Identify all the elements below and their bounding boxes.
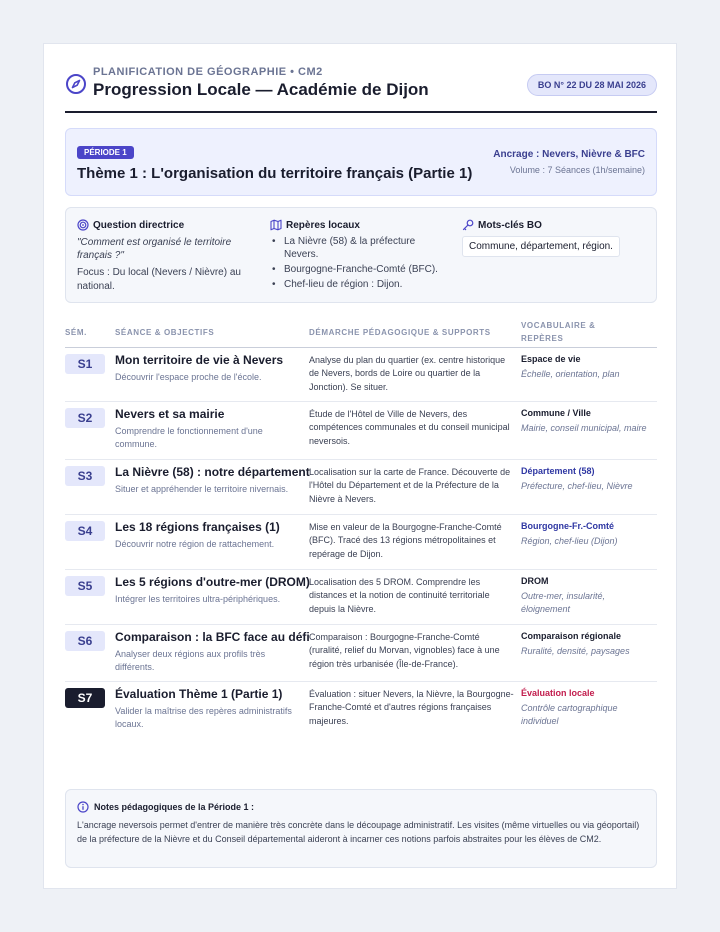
session-demarche: Évaluation : situer Nevers, la Nièvre, la Bourgogne-Franche-Comté et d'autres régions françaises majeures. bbox=[309, 689, 514, 726]
session-demarche: Localisation des 5 DROM. Comprendre les distances et la notion de continuité territoriale depuis la Nièvre. bbox=[309, 577, 490, 614]
table-row bbox=[65, 682, 657, 740]
question-heading bbox=[77, 218, 257, 232]
period-anchor: Ancrage : Nevers, Nièvre & BFC bbox=[493, 149, 645, 160]
session-badge: S6 bbox=[65, 631, 105, 651]
session-vocab-detail: Contrôle cartographique individuel bbox=[521, 703, 618, 726]
session-badge: S2 bbox=[65, 408, 105, 428]
reperes-block bbox=[270, 218, 450, 293]
info-panel bbox=[65, 207, 657, 303]
session-vocab: DROM bbox=[521, 576, 549, 586]
table-row bbox=[65, 402, 657, 460]
key-icon bbox=[462, 219, 474, 231]
session-title: Les 18 régions françaises (1) bbox=[115, 520, 280, 534]
session-objective: Situer et appréhender le territoire nivernais. bbox=[115, 484, 289, 494]
notes-panel bbox=[65, 789, 657, 868]
session-objective: Analyser deux régions aux profils très différents. bbox=[115, 649, 266, 672]
list-item: • Chef-lieu de région : Dijon. bbox=[270, 278, 450, 291]
period-title: Thème 1 : L'organisation du territoire français (Partie 1) bbox=[77, 165, 473, 182]
session-demarche: Localisation sur la carte de France. Découverte de l'Hôtel du Département et de la Préfecture de la Nièvre à Nevers. bbox=[309, 467, 511, 504]
session-vocab: Espace de vie bbox=[521, 354, 581, 364]
notes-title: Notes pédagogiques de la Période 1 : bbox=[94, 802, 255, 812]
session-title: La Nièvre (58) : notre département bbox=[115, 465, 310, 479]
session-objective: Intégrer les territoires ultra-périphériques. bbox=[115, 594, 281, 604]
keywords-block bbox=[462, 218, 652, 257]
table-row bbox=[65, 515, 657, 570]
target-icon bbox=[77, 219, 89, 231]
session-badge: S7 bbox=[65, 688, 105, 708]
session-vocab: Évaluation locale bbox=[521, 688, 595, 698]
session-demarche: Mise en valeur de la Bourgogne-Franche-Comté (BFC). Tracé des 13 régions métropolitaines et repérage de Dijon. bbox=[309, 522, 502, 559]
period-volume: Volume : 7 Séances (1h/semaine) bbox=[509, 165, 645, 175]
column-header-demarche: DÉMARCHE PÉDAGOGIQUE & SUPPORTS bbox=[309, 328, 491, 337]
session-title: Comparaison : la BFC face au défi bbox=[115, 630, 310, 644]
document-page bbox=[43, 43, 677, 889]
map-icon bbox=[270, 219, 282, 231]
column-header-vocab: VOCABULAIRE & REPÈRES bbox=[521, 321, 596, 343]
session-title: Mon territoire de vie à Nevers bbox=[115, 353, 284, 367]
keywords-value: Commune, département, région. bbox=[462, 236, 620, 257]
session-vocab-detail: Préfecture, chef-lieu, Nièvre bbox=[521, 481, 633, 491]
period-badge: PÉRIODE 1 bbox=[77, 146, 134, 159]
session-objective: Découvrir notre région de rattachement. bbox=[115, 539, 275, 549]
session-vocab-detail: Outre-mer, insularité, éloignement bbox=[521, 591, 606, 614]
reperes-list bbox=[270, 235, 450, 291]
reperes-heading bbox=[270, 218, 450, 232]
page-title: Progression Locale — Académie de Dijon bbox=[93, 80, 429, 99]
session-title: Nevers et sa mairie bbox=[115, 407, 225, 421]
list-item: • La Nièvre (58) & la préfecture Nevers. bbox=[270, 235, 450, 261]
column-header-sem: SÉM. bbox=[65, 328, 87, 337]
question-block bbox=[77, 218, 257, 294]
table-row bbox=[65, 625, 657, 682]
period-banner bbox=[65, 128, 657, 196]
session-objective: Découvrir l'espace proche de l'école. bbox=[115, 372, 262, 382]
keywords-title: Mots-clés BO bbox=[478, 219, 542, 231]
session-demarche: Comparaison : Bourgogne-Franche-Comté (ruralité, relief du Morvan, vignobles) face à une région très urbanisée (Île-de-France). bbox=[309, 632, 500, 669]
header-kicker: PLANIFICATION DE GÉOGRAPHIE • CM2 bbox=[93, 66, 323, 78]
info-icon bbox=[77, 801, 89, 813]
question-quote: "Comment est organisé le territoire français ?" bbox=[77, 237, 232, 261]
session-vocab: Département (58) bbox=[521, 466, 595, 476]
table-row bbox=[65, 348, 657, 402]
session-badge: S3 bbox=[65, 466, 105, 486]
session-badge: S5 bbox=[65, 576, 105, 596]
session-title: Évaluation Thème 1 (Partie 1) bbox=[115, 687, 283, 701]
keywords-heading bbox=[462, 218, 652, 232]
session-vocab: Bourgogne-Fr.-Comté bbox=[521, 521, 614, 531]
session-vocab-detail: Ruralité, densité, paysages bbox=[521, 646, 630, 656]
session-vocab: Comparaison régionale bbox=[521, 631, 622, 641]
session-demarche: Analyse du plan du quartier (ex. centre historique de Nevers, bords de Loire ou quartier de la Jonction). Se situer. bbox=[309, 355, 506, 392]
column-header-seance: SÉANCE & OBJECTIFS bbox=[115, 328, 215, 337]
compass-icon bbox=[65, 73, 87, 95]
document-header bbox=[65, 65, 657, 113]
list-item: • Bourgogne-Franche-Comté (BFC). bbox=[270, 263, 450, 276]
table-header bbox=[65, 318, 657, 348]
session-badge: S1 bbox=[65, 354, 105, 374]
session-objective: Comprendre le fonctionnement d'une commune. bbox=[115, 426, 263, 449]
session-vocab: Commune / Ville bbox=[521, 408, 591, 418]
session-vocab-detail: Échelle, orientation, plan bbox=[521, 369, 620, 379]
session-badge: S4 bbox=[65, 521, 105, 541]
session-vocab-detail: Région, chef-lieu (Dijon) bbox=[521, 536, 618, 546]
question-focus: Focus : Du local (Nevers / Nièvre) au national. bbox=[77, 267, 241, 292]
reperes-title: Repères locaux bbox=[286, 219, 360, 231]
session-demarche: Étude de l'Hôtel de Ville de Nevers, des compétences communales et du conseil municipal neversois. bbox=[309, 409, 510, 446]
session-objective: Valider la maîtrise des repères administratifs locaux. bbox=[115, 706, 292, 729]
notes-text: L'ancrage neversois permet d'entrer de manière très concrète dans le découpage administratif. Les visites (même virtuelles ou via géoportail) de la préfecture de la Nièvre et du Conseil départemental aideront à incarner ces notions parfois abstraites pour les élèves de CM2. bbox=[77, 820, 640, 844]
session-title: Les 5 régions d'outre-mer (DROM) bbox=[115, 575, 310, 589]
session-vocab-detail: Mairie, conseil municipal, maire bbox=[521, 423, 647, 433]
question-title: Question directrice bbox=[93, 219, 185, 231]
notes-heading bbox=[77, 801, 254, 813]
bo-badge: BO N° 22 DU 28 MAI 2026 bbox=[527, 74, 657, 96]
table-row bbox=[65, 570, 657, 625]
table-row bbox=[65, 460, 657, 515]
